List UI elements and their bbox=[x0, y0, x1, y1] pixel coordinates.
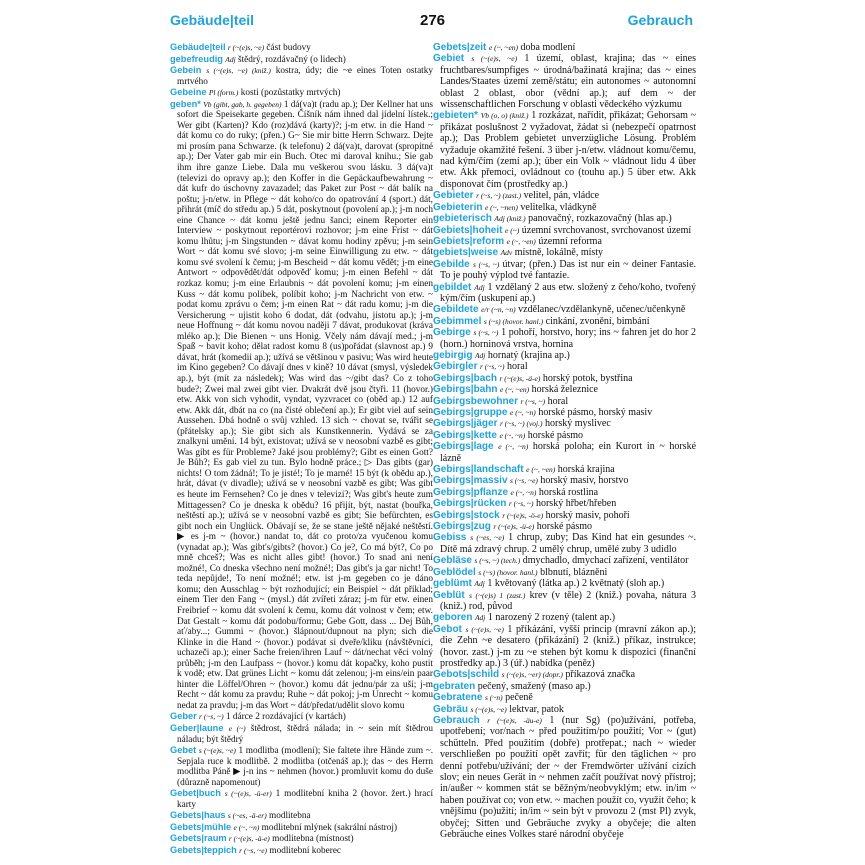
entry-body: modlitební mlýnek (sakrální nástroj) bbox=[261, 822, 398, 833]
entry-body: štědrost, štědrá nálada; in ~ sein mít štědrou náladu; být štědrý bbox=[177, 724, 434, 745]
headword: Gebeine bbox=[170, 87, 207, 98]
entry-body: část budovy bbox=[266, 43, 311, 53]
grammar-info: s (~(e)s, ~e) bbox=[198, 746, 236, 756]
entry-body: 1 narozený 2 rozený (talent ap.) bbox=[487, 612, 616, 624]
grammar-info: s (~(e)s, ~e) bbox=[471, 54, 518, 64]
grammar-info: e/r (~n, ~n) bbox=[481, 305, 516, 315]
entry-body: horská krajina bbox=[557, 464, 615, 476]
grammar-info: s (~es, ~e) bbox=[470, 533, 505, 543]
right-column bbox=[433, 42, 696, 840]
dictionary-entry bbox=[433, 259, 696, 282]
dictionary-entry bbox=[170, 788, 433, 810]
grammar-info: Vb (o, o) (kniž.) bbox=[480, 111, 529, 121]
entry-body: horský masiv, horstvo bbox=[540, 475, 629, 487]
headword: Gebots|schild bbox=[433, 669, 500, 681]
headword: Gebiets|reform bbox=[433, 235, 505, 247]
dictionary-entry bbox=[433, 110, 696, 190]
headword: Gebot bbox=[433, 623, 462, 635]
dictionary-entry bbox=[433, 202, 696, 213]
headword: gebirgig bbox=[433, 349, 473, 361]
entry-body: 1 dárce 2 rozdávající (v kartách) bbox=[225, 712, 346, 723]
entry-body: štědrý, rozdávačný (o lidech) bbox=[237, 54, 346, 65]
dictionary-entry bbox=[433, 53, 696, 110]
headword: Gebäude|teil bbox=[170, 42, 226, 52]
headword: Gebräu bbox=[433, 703, 469, 715]
dictionary-entry bbox=[433, 681, 696, 692]
entry-body: krev (v těle) 2 (kniž.) povaha, nátura 3 (kniž.) rod, původ bbox=[440, 589, 697, 612]
entry-body: hornatý (krajina ap.) bbox=[487, 349, 570, 361]
grammar-info: r (~s, ~e) bbox=[239, 846, 268, 856]
grammar-info: s (~(e)s, ~er) (dopr.) bbox=[501, 670, 563, 680]
dictionary-entry bbox=[433, 498, 696, 509]
entry-body: kostra, údy; die ~e eines Toten ostatky mrtvého bbox=[177, 66, 433, 87]
dictionary-entry bbox=[433, 430, 696, 441]
headword: Geblüt bbox=[433, 589, 465, 601]
grammar-info: s (~(e)s, -ü-er) bbox=[224, 789, 272, 799]
headword: Gebiets|hoheit bbox=[433, 224, 503, 236]
dictionary-entry bbox=[170, 87, 433, 99]
grammar-info: s (~(e)s, ~e) bbox=[470, 704, 507, 714]
headword: Gebieter bbox=[433, 190, 474, 202]
entry-body: 1 modlitební kniha 2 (hovor. žert.) hrací karty bbox=[177, 789, 434, 810]
entry-body: 1 (nur Sg) (po)užívání, potřeba, upotřebení; vor/nach ~ před použitím/po použití; Vor ~ (gut) schütteln. Před použitím (dobře) protřepat.; nach ~ wieder verschließen po použití opět zavřít; für den täglichen ~ pro denní potřebu/užívání; der ~ der Fremdwörter užívání cizích slov; ein neues Gerät in ~ nehmen začít používat nový přístroj; in/außer ~ kommen stát se běžným/neobvyklým; etw. in/im ~ haben používat co; von etw. ~ machen použít co, využít čeho; k vnějšímu (po)užití; in/im ~ sein být v provozu 2 (mst Pl) zvyk, obyčej; Sitten und Gebräuche zvyky a obyčeje; die alten Gebräuche eines Volkes staré národní obyčeje bbox=[440, 714, 696, 841]
headword: Geber|laune bbox=[170, 723, 224, 733]
headword: Gebirgs|jäger bbox=[433, 418, 498, 430]
headword: Gebets|raum bbox=[170, 833, 227, 844]
entry-body: cinkání, zvonění, bimbání bbox=[545, 315, 650, 327]
headword: Gebets|haus bbox=[170, 810, 226, 821]
grammar-info: r (~s, ~) (zast.) bbox=[476, 191, 522, 201]
entry-body: pečeně bbox=[505, 692, 533, 704]
entry-body: územní svrchovanost, svrchovanost území bbox=[521, 224, 692, 236]
dictionary-entry bbox=[433, 612, 696, 623]
headword: Gebirgs|bach bbox=[433, 372, 497, 384]
dictionary-entry bbox=[433, 704, 696, 715]
entry-body: horské pásmo bbox=[536, 521, 593, 533]
entry-body: horské pásmo bbox=[527, 429, 584, 441]
dictionary-entry bbox=[170, 745, 433, 788]
dictionary-entry bbox=[433, 384, 696, 395]
entry-body: 1 pohoří, horstvo, hory; ins ~ fahren jet do hor 2 (horn.) horninová vrstva, hornina bbox=[440, 327, 697, 350]
grammar-info: r (~s, ~) bbox=[520, 396, 546, 406]
page-header bbox=[0, 12, 865, 32]
dictionary-entry bbox=[170, 845, 433, 857]
headword: Gebildete bbox=[433, 304, 479, 316]
grammar-info: s (~(e)s) 1 (zast.) bbox=[468, 590, 526, 600]
dictionary-entry bbox=[170, 54, 433, 66]
grammar-info: r (~(e)s, -ü-e) bbox=[493, 522, 535, 532]
headword: Gebirgsbewohner bbox=[433, 395, 519, 407]
entry-body: vzdělanec/vzdělankyně, učenec/učenkyně bbox=[518, 304, 686, 316]
dictionary-entry bbox=[433, 304, 696, 315]
grammar-info: Adj (kniž.) bbox=[494, 214, 526, 224]
entry-body: příkazová značka bbox=[565, 669, 636, 681]
dictionary-entry bbox=[433, 418, 696, 429]
dictionary-entry bbox=[433, 441, 696, 464]
grammar-info: r (~(e)s, -äu-e) bbox=[487, 715, 542, 725]
headword: Gebet|buch bbox=[170, 788, 221, 799]
grammar-info: s (~s) (hovor. hanl.) bbox=[483, 316, 544, 326]
dictionary-entry bbox=[433, 578, 696, 589]
grammar-info: Adj bbox=[474, 579, 485, 589]
entry-body: lektvar, patok bbox=[509, 703, 564, 715]
entry-body: místně, lokálně, místy bbox=[514, 247, 604, 259]
entry-body: horský hřbet/hřeben bbox=[535, 498, 617, 510]
headword: geben* bbox=[170, 98, 201, 109]
headword: Gebieterin bbox=[433, 201, 483, 213]
headword: gebieterisch bbox=[433, 213, 492, 225]
headword: Gebimmel bbox=[433, 315, 482, 327]
grammar-info: Adv bbox=[500, 248, 513, 258]
grammar-info: s (~n) bbox=[484, 693, 503, 703]
dictionary-entry bbox=[170, 42, 433, 54]
entry-body: horská poloha; ein Kurort in ~ horské lázně bbox=[440, 441, 697, 464]
dictionary-entry bbox=[433, 327, 696, 350]
grammar-info: r (~s, ~) bbox=[199, 712, 224, 722]
grammar-info: e (~, ~n) bbox=[509, 408, 536, 417]
grammar-info: Pl (form.) bbox=[208, 88, 239, 98]
headword: Gebirgs|rücken bbox=[433, 498, 507, 510]
entry-body: horský potok, bystřina bbox=[542, 372, 633, 384]
grammar-info: r (~s, ~) bbox=[508, 499, 534, 509]
grammar-info: e (~, ~en) bbox=[526, 465, 556, 475]
grammar-info: r (~(e)s, -ä-e) bbox=[499, 373, 541, 383]
dictionary-entry bbox=[170, 711, 433, 723]
headword: Gebiss bbox=[433, 532, 467, 544]
entry-body: modlitebna bbox=[269, 811, 311, 822]
grammar-info: e (~, ~en) bbox=[488, 43, 519, 52]
dictionary-entry bbox=[433, 487, 696, 498]
dictionary-entry bbox=[433, 624, 696, 670]
entry-body: 1 modlitba (modlení); Sie faltete ihre Hände zum ~. Sepjala ruce k modlitbě. 2 modlitba (otčenáš ap.); das ~ des Herrn modlitba Páně ▶ j-n ins ~ nehmen (hovor.) promluvit komu do duše (důrazně napomenout) bbox=[177, 746, 434, 788]
headword: Gebirgs|massiv bbox=[433, 475, 508, 487]
grammar-info: s (~es, -ä-er) bbox=[227, 811, 267, 821]
grammar-info: e (~, ~n) bbox=[498, 442, 529, 452]
headword: gebieten* bbox=[433, 110, 479, 122]
entry-body: horské pásmo, horský masiv bbox=[538, 407, 653, 418]
headword: Gebirgs|lage bbox=[433, 441, 494, 453]
headword: Gebiet bbox=[433, 53, 465, 65]
grammar-info: Adj bbox=[474, 282, 485, 292]
entry-body: 1 chrup, zuby; Das Kind hat ein gesundes ~. Dítě má zdravý chrup. 2 umělý chrup, umělé zuby 3 udidlo bbox=[440, 532, 697, 555]
grammar-info: r (~(e)s, -ä-e) bbox=[228, 834, 270, 844]
entry-body: horal bbox=[547, 395, 569, 407]
headword: Gebets|mühle bbox=[170, 821, 232, 832]
headword: Gebläse bbox=[433, 555, 472, 567]
dictionary-entry bbox=[433, 361, 696, 372]
entry-body: doba modlení bbox=[520, 42, 576, 53]
entry-body: modlitebna (místnost) bbox=[272, 834, 354, 845]
headword: Gebets|zeit bbox=[433, 42, 487, 53]
header-last-headword: Gebrauch bbox=[627, 12, 693, 28]
entry-body: velitel, pán, vládce bbox=[523, 190, 600, 202]
entry-body: 1 rozkázat, nařídit, přikázat; Gehorsam ~ přikázat poslušnost 2 vyžadovat, žádat si (nebezpečí opatrnost ap.); Das Problem gebietet unverzügliche Lösung. Problém vyžaduje okamžité řešení. 3 über j-n/etw. vládnout komu/čemu, nad kým/čím (zemí ap.); über ein Volk ~ vládnout lidu 4 über etw. Akk přemoci, ovládnout co (touhu ap.) 5 über etw. Akk disponovat čím (prostředky ap.) bbox=[440, 110, 697, 190]
headword: Geblödel bbox=[433, 566, 476, 578]
entry-body: útvar; (přen.) Das ist nur ein ~ deiner Fantasie. To je pouhý výplod tvé fantazie. bbox=[440, 258, 697, 282]
grammar-info: r (~s, ~) bbox=[479, 362, 505, 372]
entry-body: horská železnice bbox=[531, 384, 598, 396]
headword: Gebratene bbox=[433, 692, 483, 704]
dictionary-entry bbox=[433, 373, 696, 384]
dictionary-entry bbox=[433, 213, 696, 224]
grammar-info: Adj bbox=[225, 54, 236, 64]
headword: Gebirgs|zug bbox=[433, 521, 491, 533]
grammar-info: e (~) bbox=[504, 225, 520, 235]
dictionary-entry bbox=[433, 316, 696, 327]
headword: Gebirgs|bahn bbox=[433, 384, 498, 396]
grammar-info: s (~s, ~) bbox=[473, 259, 500, 269]
headword: Gebet bbox=[170, 745, 197, 756]
headword: geblümt bbox=[433, 578, 472, 590]
grammar-info: e (~, ~n) bbox=[499, 430, 526, 440]
left-column bbox=[170, 42, 433, 857]
headword: gebiets|weise bbox=[433, 247, 499, 259]
dictionary-entry bbox=[433, 567, 696, 578]
grammar-info: Vb (gibt, gab, h. gegeben) bbox=[203, 99, 282, 109]
grammar-info: e (~) bbox=[228, 724, 246, 733]
headword: geboren bbox=[433, 612, 473, 624]
headword: Gebirgs|stock bbox=[433, 509, 500, 521]
entry-body: 1 dá(va)t (radu ap.); Der Kellner hat uns sofort die Speisekarte gegeben. Číšník nám ihned dal jídelní lístek.; Wer gibt (Karten)? Kdo (roz)dává (karty)?; j-m etw. in die Hand ~ dát komu co do ruky; (přen.) G~ Sie mir bitte Herrn Schwarz. Dejte mi prosím pana Schwarze. (k telefonu) 2 dá(va)t, darovat (spropitné ap.); Der Vater gab mir ein Buch. Otec mi daroval knihu.; Sie gab ihm ihre ganze Liebe. Dala mu veškerou svou lásku. 3 dá(va)t (televizi do opravy ap.); den Koffer in die Gepäckaufbewahrung ~ dát kufr do úschovny zavazadel; das Paket zur Post ~ dát balík na poštu; j-n/etw. in Pflege ~ dát koho/co do opatrování 4 (sport.) dát, přihrát (míč do středu ap.) 5 dát, poskytnout (povolení ap.); j-m noch eine Chance ~ dát komu ještě jednu šanci; einem Reporter ein Interview ~ poskytnout reportérovi rozhovor; j-m eine Frist ~ dát komu lhůtu; j-m Singstunden ~ dávat komu hodiny zpěvu; j-m sein Wort ~ dát komu své slovo; j-m seine Einwilligung zu etw. ~ dát komu své svolení k čemu; j-m Bescheid ~ dát komu vědět; j-m eine Antwort ~ odpovědět/dát odpověď komu; j-m einen Befehl ~ dát rozkaz komu; j-m eine Erlaubnis ~ dát povolení komu; j-m einen Kuss ~ dát komu polibek, políbit koho; j-m Nachricht von etw. ~ podat komu zprávu o čem; j-m einen Rat ~ dát radu komu; j-m die Versicherung ~ ujistit koho 6 dodat, dát (odvahu, jistotu ap.); j-m neue Hoffnung ~ dát komu novou naději 7 dávat, produkovat (kráva mléko ap.); Die Bienen ~ uns Honig. Včely nám dávají med.; j-m Spaß ~ bavit koho; dělat radost komu 8 (us)pořádat (slavnost ap.) 9 dávat, hrát (komedii ap.); užívá se většinou v pasivu; Was wird heute im Kino gegeben? Co dávají dnes v kině? 10 dávat (smysl, výsledek ap.), být (mít za následek); Was wird das ~/gibt das? Co z toho bude?; Zwei mal zwei gibt vier. Dvakrát dvě jsou čtyři. 11 (hovor.) etw. Akk von sich vyhodit, vyndat, vyzvracet co (oběd ap.) 12 auf etw. Akk dát, dbát na co (na čisté oblečení ap.); Er gibt viel auf sein Aussehen. Dbá hodně o svůj vzhled. 13 sich ~ chovat se, tvářit se (přátelsky ap.); Sie gibt sich als Kunstkennerin. Vydává se za znalkyni umění. 14 být, existovat; užívá se v neosobní vazbě es gibt; Was gibt es für Probleme? Jaké jsou problémy?; Gibt es einen Gott? Je Bůh?; Es gab viel zu tun. Bylo hodně práce.; ▷ Das gibts (gar) nichts! O tom žádná!; To je jisté!; To je marné! 15 být (k obědu ap.), hrát, dávat (v divadle); užívá se v neosobní vazbě es gibt; Was gibt es heute im Fernsehen? Co je dnes v televizi?; Was gibt's heute zum Mittagessen? Co je dneska k obědu? 16 přijít, být, nastat (bouřka, neštěstí ap.); užívá se v neosobní vazbě es gibt; Sie befürchten, es gibt noch ein Unglück. Obávají se, že se stane ještě nějaké neštěstí. ▶ es j-m ~ (hovor.) nandat to, dát co proto/za vyučenou komu (vynadat ap.); Was gibt's/gibts? (hovor.) Co je?, Co má být?, Co po mně chceš?; Was es nicht alles gibt! (hovor.) To snad ani není možné!, Co dneska všechno není možné!; Das gibt's ja gar nicht! To teda nepůjde!, To není možné!; etw. ist j-m gegeben co je dáno komu; den Ausschlag ~ být rozhodující; ein Beispiel ~ dát příklad; einem Tier den Fang ~ (mysl.) dát zvířeti záraz; j-m für etw. einen Freibrief ~ komu dát svolení k čemu, komu dát volnost v čem; etw. Dat Gestalt ~ komu dát podobu/formu; Gebe Gott, dass ... Dej Bůh, ať/aby...; Gummi ~ (hovor.) šlápnout/dupnout na plyn; sich die Klinke in die Hand ~ (hovor.) podávat si dveře/kliku (návštěvníci, uchazeči ap.); einer Sache freien/ihren Lauf ~ dát/nechat věci volný průběh; j-m den Laufpass ~ (hovor.) komu dát kopačky, koho pustit k vodě; etw. Dat grünes Licht ~ komu dát zelenou; j-m eins/ein paar hinter die Löffel/Ohren ~ (hovor.) komu dát jednu/pár za uši; j-m Recht ~ dát komu za pravdu; Ruhe ~ dát pokoj; j-m Unrecht ~ komu nedat za pravdu; j-m das Wort ~ dát/předat/udělit slovo komu bbox=[177, 99, 434, 711]
grammar-info: e (~, ~nen) bbox=[484, 202, 518, 212]
entry-body: 1 příkázání, vyšší princip (mravní zákon ap.); die Zehn ~e desatero (přikázání) 2 (kniž.) příkaz, instrukce; (hovor. zast.) j-m zu ~e stehen být komu k dispozici (finanční prostředky ap.) 3 (úř.) nabídka (peněz) bbox=[440, 623, 697, 669]
dictionary-entry bbox=[433, 236, 696, 247]
headword: Geber bbox=[170, 711, 197, 722]
entry-body: kosti (pozůstatky mrtvých) bbox=[240, 88, 341, 99]
grammar-info: s (~s, ~e) bbox=[510, 476, 538, 486]
entry-body: dmychadlo, dmychací zařízení, ventilátor bbox=[522, 555, 689, 567]
entry-body: územní reforma bbox=[538, 235, 602, 247]
dictionary-entry bbox=[170, 810, 433, 822]
grammar-info: Adj bbox=[474, 350, 486, 360]
headword: Gebirgs|pflanze bbox=[433, 486, 509, 498]
dictionary-entry bbox=[433, 396, 696, 407]
grammar-info: e (~, ~en) bbox=[506, 236, 536, 246]
entry-body: 1 území, oblast, krajina; das ~ eines fruchtbares/sumpfiges ~ úrodná/bažinatá krajina; das ~ eines Landes/Staates území země/státu; ein autonomes ~ autonomní oblast 2 oblast, obor (vědní ap.); auf dem ~ der wissenschaftlichen Forschung v oblasti vědeckého výzkumu bbox=[440, 53, 696, 111]
grammar-info: s (~s, ~) bbox=[473, 328, 499, 338]
dictionary-entry bbox=[170, 65, 433, 87]
dictionary-entry bbox=[433, 532, 696, 555]
grammar-info: s (~s, ~) (tech.) bbox=[474, 556, 521, 566]
page-number: 276 bbox=[419, 12, 446, 29]
dictionary-entry bbox=[433, 247, 696, 258]
headword: gebildet bbox=[433, 281, 472, 293]
dictionary-entry bbox=[433, 464, 696, 475]
headword: Gebirgs|gruppe bbox=[433, 407, 508, 418]
dictionary-entry bbox=[433, 42, 696, 53]
entry-body: blbnutí, blázněni bbox=[540, 566, 608, 578]
entry-body: panovačný, rozkazovačný (hlas ap.) bbox=[528, 213, 672, 225]
grammar-info: e (~, ~en) bbox=[499, 385, 530, 395]
dictionary-entry bbox=[433, 692, 696, 703]
dictionary-entry bbox=[433, 715, 696, 840]
dictionary-entry bbox=[433, 225, 696, 236]
entry-body: horský masiv, pohoří bbox=[545, 509, 630, 521]
headword: gebraten bbox=[433, 680, 476, 692]
grammar-info: s (~s) (hovor. hanl.) bbox=[478, 567, 538, 577]
headword: Gebirgler bbox=[433, 361, 478, 373]
grammar-info: s (~(e)s, ~e) bbox=[465, 624, 504, 634]
grammar-info: Adj bbox=[474, 613, 486, 623]
headword: Gebrauch bbox=[433, 714, 480, 726]
grammar-info: e (~, ~n) bbox=[510, 487, 537, 497]
dictionary-entry bbox=[170, 833, 433, 845]
dictionary-entry bbox=[170, 822, 433, 834]
dictionary-entry bbox=[433, 407, 696, 418]
grammar-info: r (~s, ~) (voj.) bbox=[500, 419, 543, 429]
headword: Gebirgs|kette bbox=[433, 429, 497, 441]
dictionary-entry bbox=[170, 99, 433, 712]
entry-body: pečený, smažený (maso ap.) bbox=[477, 680, 591, 692]
entry-body: horal bbox=[507, 361, 528, 373]
headword: Gebirgs|landschaft bbox=[433, 464, 524, 476]
dictionary-entry bbox=[433, 510, 696, 521]
entry-body: velitelka, vládkyně bbox=[520, 201, 597, 213]
dictionary-entry bbox=[433, 669, 696, 680]
headword: Gebein bbox=[170, 65, 202, 76]
headword: Gebets|teppich bbox=[170, 845, 237, 856]
entry-body: 1 vzdělaný 2 aus etw. složený z čeho/koho, tvořený kým/čím (uskupení ap.) bbox=[440, 281, 697, 304]
entry-body: 1 květovaný (látka ap.) 2 květnatý (sloh ap.) bbox=[487, 578, 665, 590]
header-first-headword: Gebäude|teil bbox=[170, 12, 255, 28]
dictionary-entry bbox=[433, 475, 696, 486]
dictionary-entry bbox=[433, 590, 696, 613]
dictionary-entry bbox=[433, 350, 696, 361]
dictionary-entry bbox=[433, 521, 696, 532]
grammar-info: e (~, ~n) bbox=[233, 822, 260, 832]
dictionary-entry bbox=[433, 555, 696, 566]
dictionary-entry bbox=[170, 723, 433, 745]
dictionary-entry bbox=[433, 282, 696, 305]
grammar-info: s (~(e)s, ~e) (kniž.) bbox=[206, 66, 271, 76]
entry-body: horská rostlina bbox=[538, 486, 599, 498]
entry-body: horský myslivec bbox=[544, 418, 611, 430]
grammar-info: r (~(e)s, -ö-e) bbox=[502, 510, 544, 520]
dictionary-entry bbox=[433, 190, 696, 201]
grammar-info: r (~(e)s, ~e) bbox=[227, 43, 265, 52]
entry-body: modlitební koberec bbox=[269, 846, 342, 857]
headword: gebefreudig bbox=[170, 53, 223, 64]
headword: Gebilde bbox=[433, 258, 470, 270]
headword: Gebirge bbox=[433, 327, 471, 339]
